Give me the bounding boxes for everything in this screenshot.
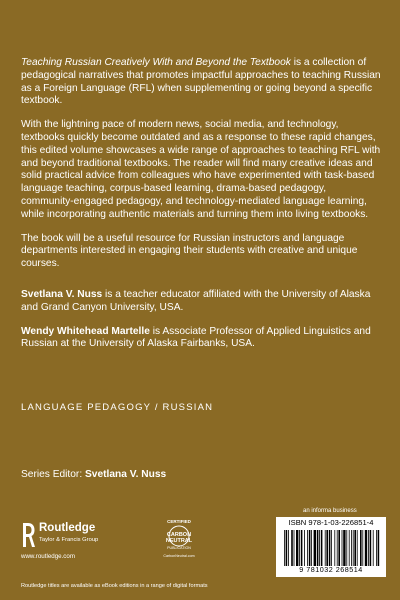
barcode-bar: [351, 530, 352, 566]
barcode-bar: [362, 530, 363, 566]
barcode-bar: [307, 530, 308, 566]
back-cover-text: [21, 57, 381, 362]
subject-category: LANGUAGE PEDAGOGY / RUSSIAN: [21, 402, 214, 413]
author-bio-text-1: is a teacher educator affiliated with the University of Alaska and Grand Canyon University, USA.: [21, 288, 371, 313]
author-bio-2: [21, 326, 381, 352]
barcode-bar: [329, 530, 331, 566]
author-bio-text-2: is Associate Professor of Applied Linguistics and Russian at the University of Alaska Fairbanks, USA.: [21, 325, 371, 350]
barcode-bar: [304, 530, 305, 566]
barcode-bar: [365, 530, 367, 566]
barcode-bar: [370, 530, 372, 566]
barcode-bar: [286, 530, 288, 566]
informa-tagline: an informa business: [303, 508, 357, 514]
barcode-bar: [376, 530, 377, 566]
isbn-label: ISBN 978-1-03-226851-4: [288, 518, 374, 527]
isbn-barcode-box: [276, 517, 386, 577]
barcode-bar: [284, 530, 285, 566]
barcode-bar: [294, 530, 295, 566]
barcode-bar: [288, 530, 289, 566]
barcode-bar: [346, 530, 347, 566]
barcode-bar: [319, 530, 320, 566]
carbon-label-top: CERTIFIED: [167, 519, 191, 524]
barcode-bar: [311, 530, 312, 566]
barcode-bar: [342, 530, 343, 566]
blurb-paragraph-3: The book will be a useful resource for Russian instructors and language departments interested in engaging their students with creative and unique courses.: [21, 232, 358, 270]
barcode-bar: [338, 530, 340, 566]
barcode-bar: [334, 530, 335, 566]
barcode-bar: [349, 530, 350, 566]
barcode-bar: [317, 530, 319, 566]
barcode-bar: [378, 530, 380, 566]
blurb-paragraph-1: [21, 57, 381, 108]
carbon-neutral-badge: [160, 519, 198, 563]
barcode-bar: [314, 530, 316, 566]
barcode-bar: [368, 530, 369, 566]
publisher-website: www.routledge.com: [21, 553, 75, 560]
series-editor-label: Series Editor:: [21, 469, 85, 480]
carbon-label-bot: PUBLICATION: [167, 546, 191, 550]
barcode-bar: [373, 530, 374, 566]
barcode-bar: [301, 530, 303, 566]
barcode-bar: [360, 530, 362, 566]
barcode-bar: [331, 530, 332, 566]
barcode-bar: [337, 530, 338, 566]
publisher-name: Routledge: [39, 522, 96, 534]
barcode-bar: [353, 530, 354, 566]
author-name-2: Wendy Whitehead Martelle: [21, 325, 150, 337]
carbon-url: CarbonNeutral.com: [163, 554, 195, 558]
barcode-bar: [326, 530, 328, 566]
series-editor-name: Svetlana V. Nuss: [84, 469, 167, 480]
series-editor: [21, 469, 166, 480]
publisher-group: Taylor & Francis Group: [39, 537, 99, 543]
book-title: Teaching Russian Creatively With and Beyond the Textbook: [21, 57, 291, 68]
barcode-bar: [291, 530, 293, 566]
barcode-bar: [299, 530, 300, 566]
barcode-bar: [296, 530, 298, 566]
ebook-notice: Routledge titles are available as eBook editions in a range of digital formats: [21, 583, 208, 589]
barcode-bar: [354, 530, 356, 566]
carbon-label-mid: CARBON NEUTRAL: [165, 532, 193, 544]
author-bio-1: [21, 289, 381, 315]
routledge-logo-icon: [21, 521, 35, 549]
barcode-bar: [309, 530, 311, 566]
barcode-digits: 9 781032 268514: [299, 565, 363, 574]
barcode-bar: [321, 530, 323, 566]
barcode-bar: [357, 530, 358, 566]
blurb-p1-text: is a collection of pedagogical narratives that promotes impactful approaches to teaching Russian as a Foreign Language (RFL) when supplementing or going beyond a specific textbook.: [21, 57, 381, 107]
barcode: [284, 530, 380, 566]
barcode-bar: [343, 530, 345, 566]
author-name-1: Svetlana V. Nuss: [21, 288, 103, 300]
barcode-bar: [325, 530, 326, 566]
blurb-paragraph-2: With the lightning pace of modern news, social media, and technology, textbooks quickly become outdated and as a response to these rapid changes, this edited volume showcases a wide range of approaches to teaching RFL with and beyond traditional textbooks. The reader will find many creative ideas and solid practical advice from colleagues who have experimented with task-based language teaching, corpus-based learning, drama-based pedagogy, community-engaged pedagogy, and technology-mediated language learning, while incorporating authentic materials and turning them into living textbooks.: [21, 119, 381, 220]
